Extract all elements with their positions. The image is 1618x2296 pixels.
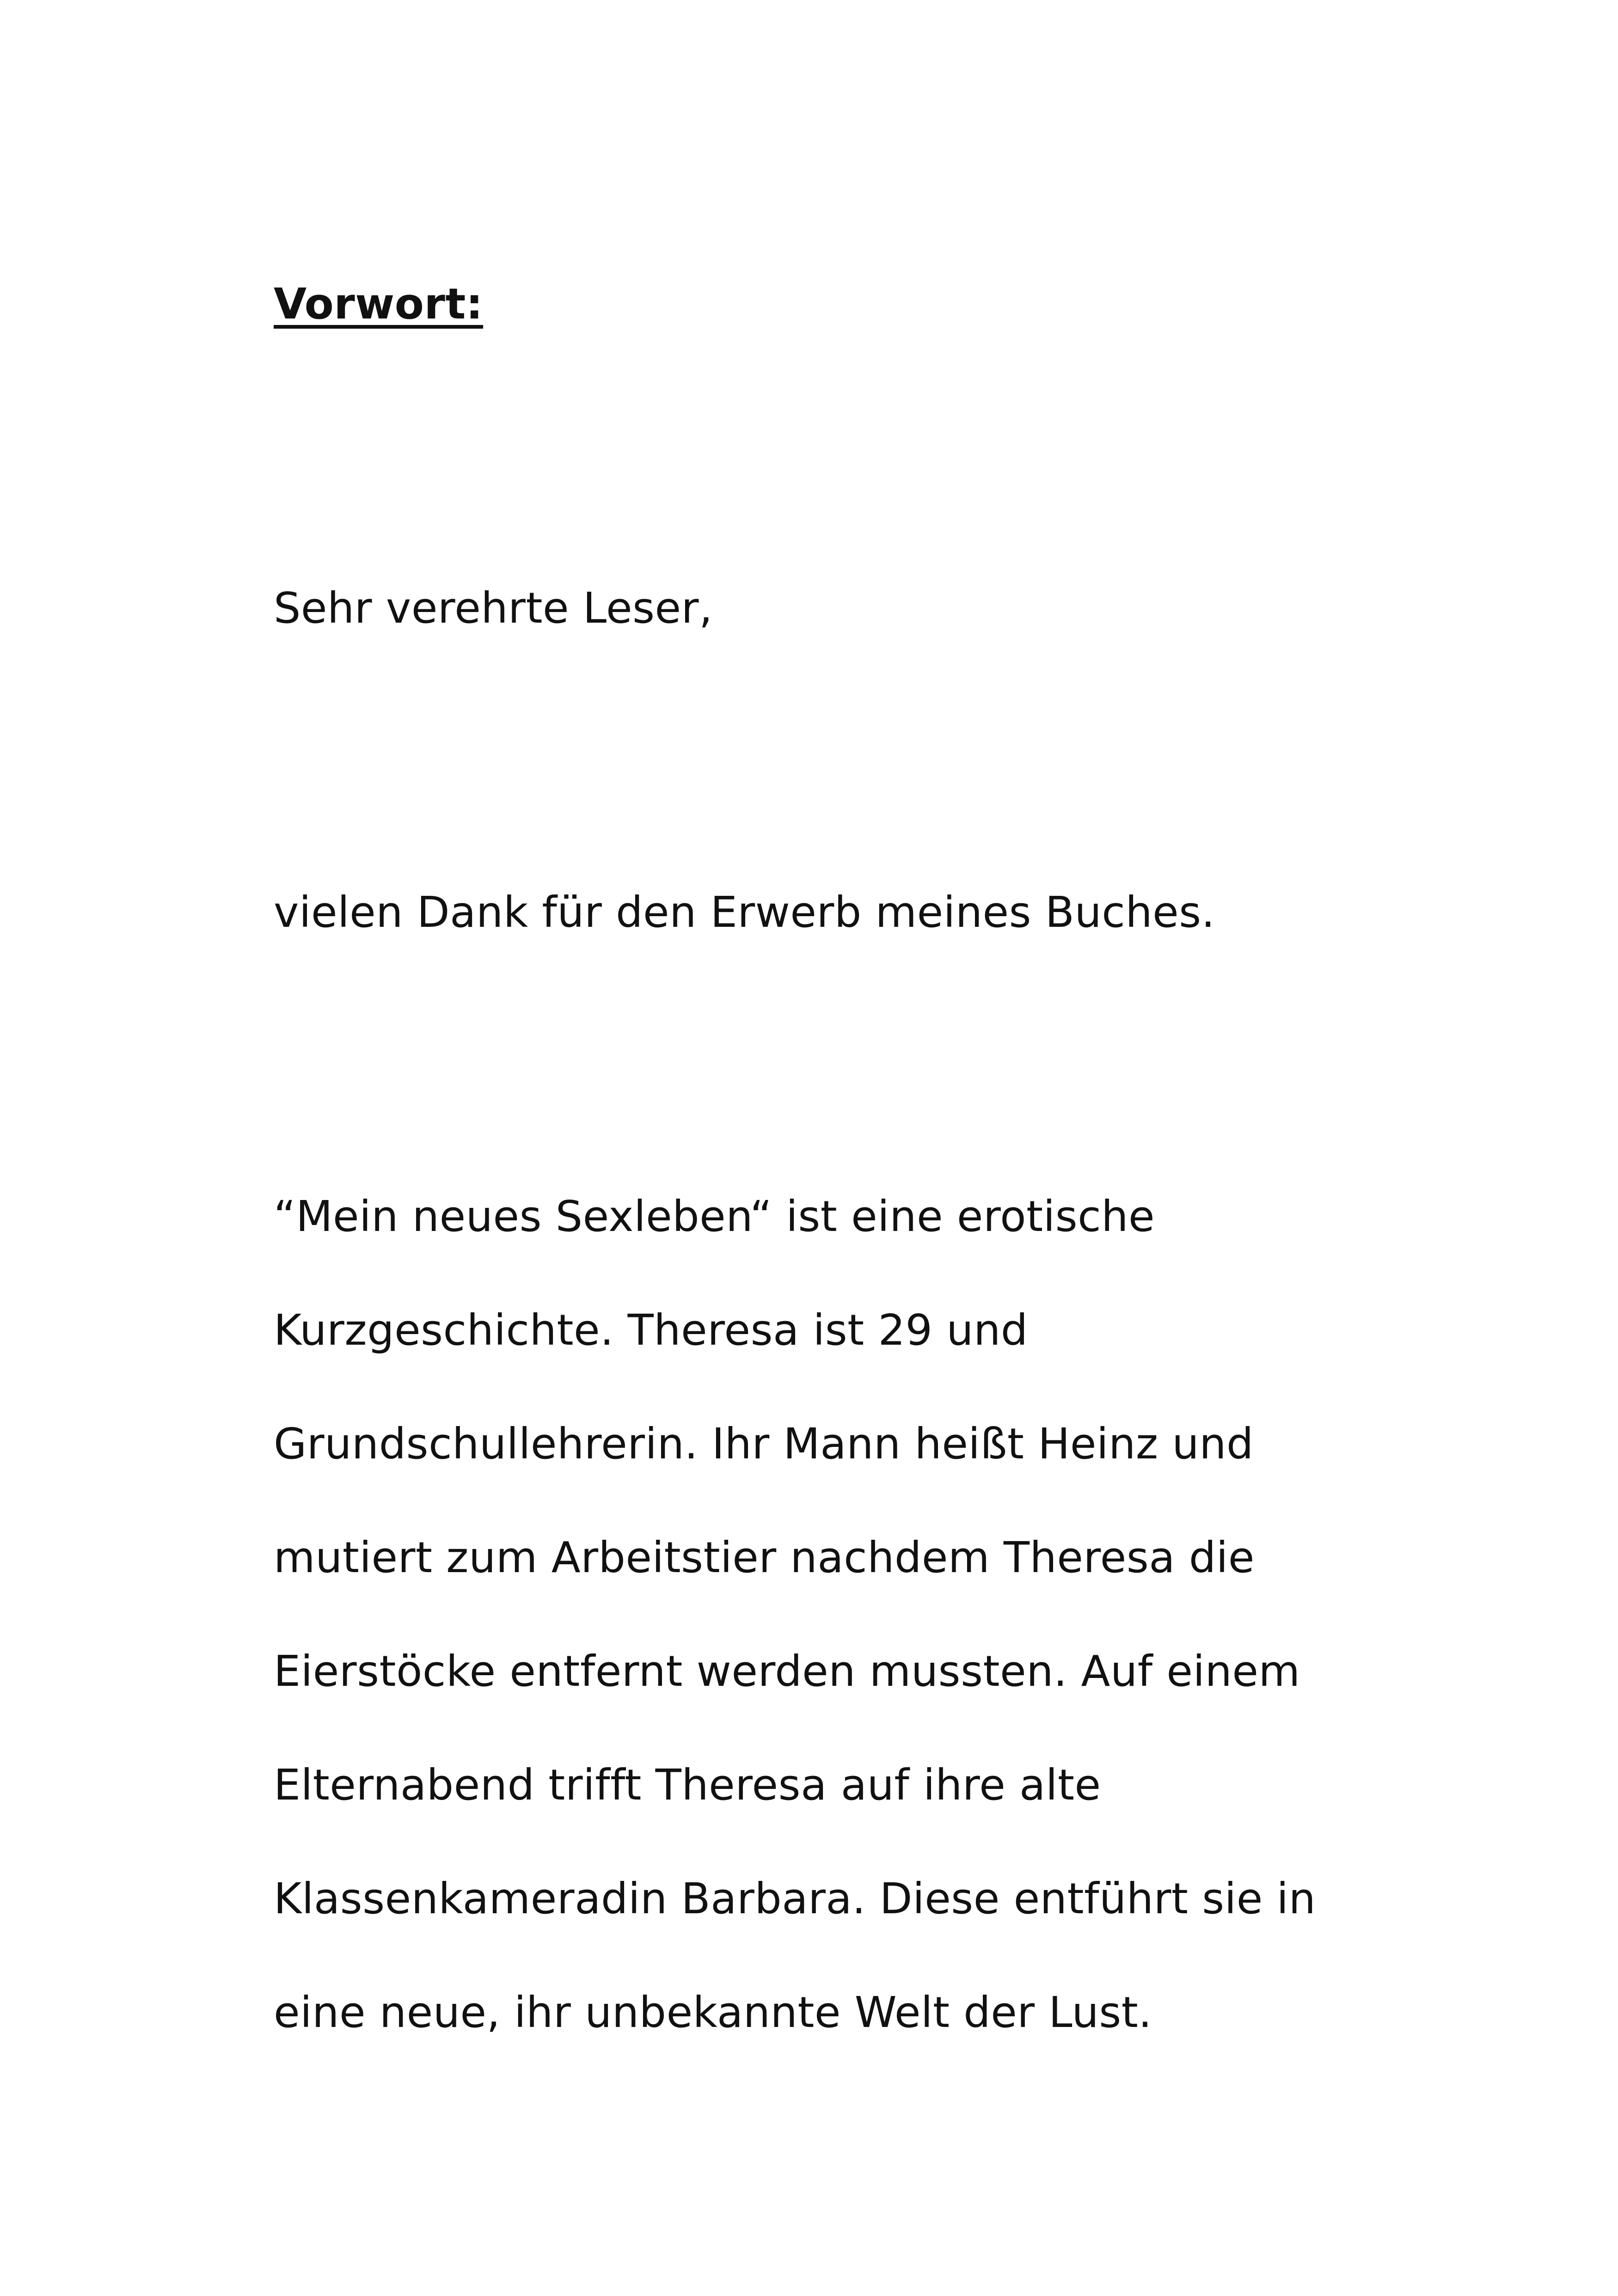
paragraph-line: Klassenkameradin Barbara. Diese entführt sie in [274,1874,1316,1923]
paragraph-line: “Mein neues Sexleben“ ist eine erotische [274,1192,1155,1241]
paragraph-line: Eierstöcke entfernt werden mussten. Auf einem [274,1647,1300,1696]
thanks-sentence: vielen Dank für den Erwerb meines Buches. [274,888,1215,937]
page-heading: Vorwort: [274,279,484,329]
paragraph-line: Elternabend trifft Theresa auf ihre alte [274,1760,1101,1810]
paragraph-line: eine neue, ihr unbekannte Welt der Lust. [274,1988,1152,2037]
paragraph-line: Kurzgeschichte. Theresa ist 29 und [274,1305,1028,1355]
salutation: Sehr verehrte Leser, [274,583,713,633]
paragraph-line: Grundschullehrerin. Ihr Mann heißt Heinz und [274,1419,1254,1469]
paragraph-line: mutiert zum Arbeitstier nachdem Theresa die [274,1533,1255,1582]
